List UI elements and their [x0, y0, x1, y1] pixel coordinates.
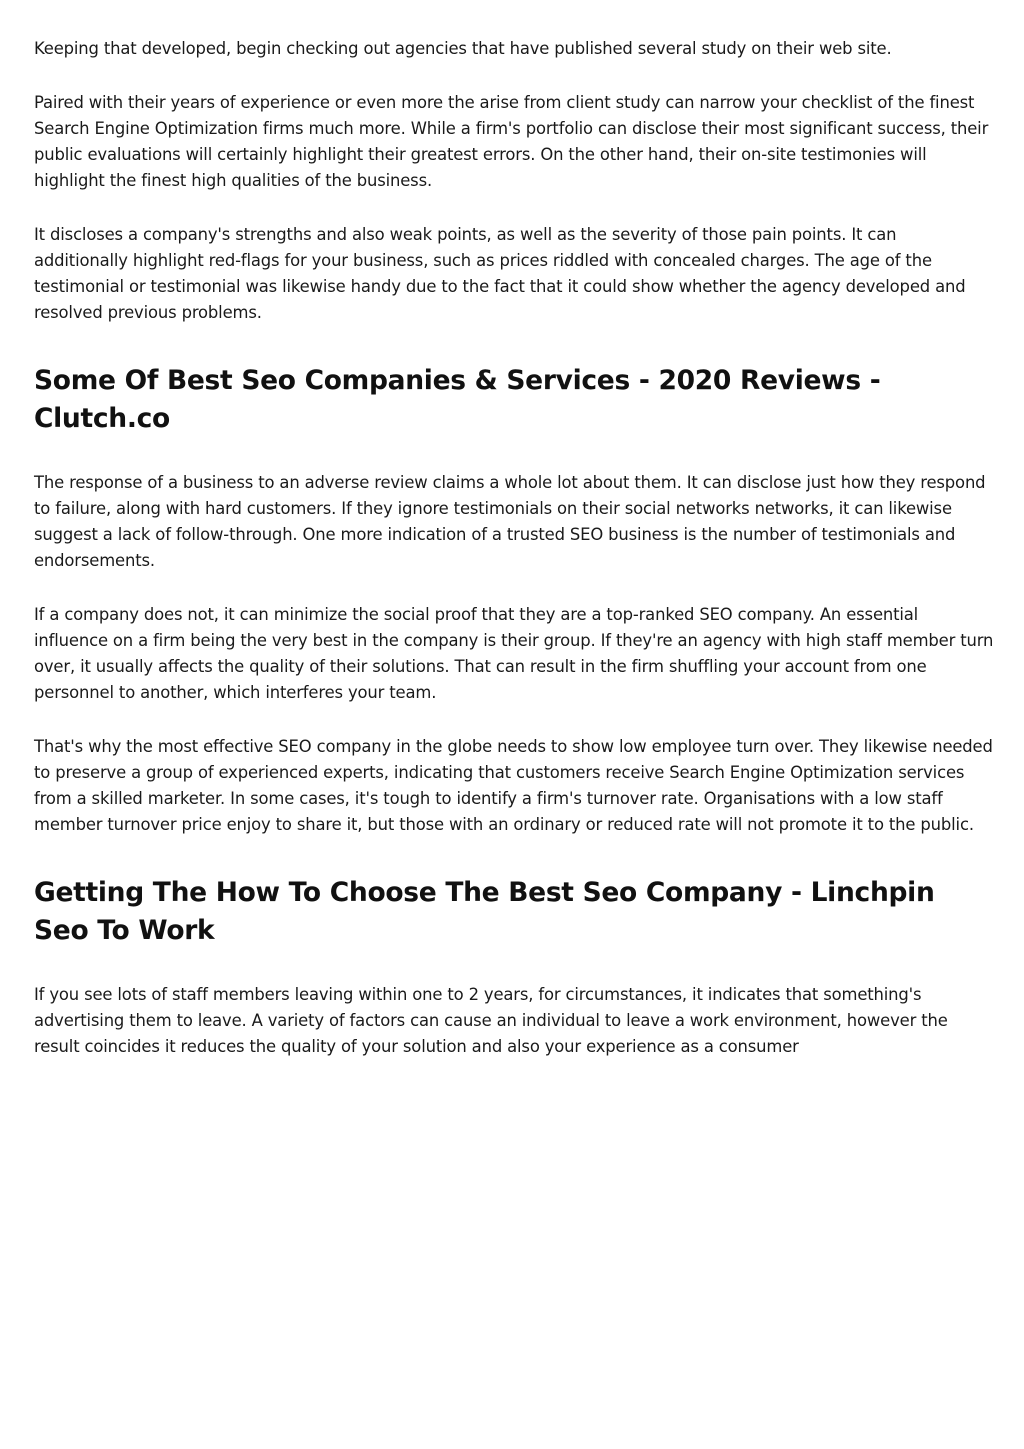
document-page [34, 36, 994, 1060]
intro-paragraph-1: Keeping that developed, begin checking out agencies that have published several study on their web site. [34, 39, 892, 58]
section-1-paragraph-3: That's why the most effective SEO company in the globe needs to show low employee turn over. They likewise needed to preserve a group of experienced experts, indicating that customers receive Search Engine Optimization services from a skilled marketer. In some cases, it's tough to identify a firm's turnover rate. Organisations with a low staff member turnover price enjoy to share it, but those with an ordinary or reduced rate will not promote it to the public. [34, 737, 993, 834]
section-2-paragraph-1: If you see lots of staff members leaving within one to 2 years, for circumstances, it indicates that something's advertising them to leave. A variety of factors can cause an individual to leave a work environment, however the result coincides it reduces the quality of your solution and also your experience as a consumer [34, 985, 948, 1056]
section-1-paragraph-1: The response of a business to an adverse review claims a whole lot about them. It can disclose just how they respond to failure, along with hard customers. If they ignore testimonials on their social networks networks, it can likewise suggest a lack of follow-through. One more indication of a trusted SEO business is the number of testimonials and endorsements. [34, 473, 986, 570]
intro-paragraph-2: Paired with their years of experience or even more the arise from client study can narrow your checklist of the finest Search Engine Optimization firms much more. While a firm's portfolio can disclose their most significant success, their public evaluations will certainly highlight their greatest errors. On the other hand, their on-site testimonies will highlight the finest high qualities of the business. [34, 93, 989, 190]
section-1-paragraph-2: If a company does not, it can minimize the social proof that they are a top-ranked SEO company. An essential influence on a firm being the very best in the company is their group. If they're an agency with high staff member turn over, it usually affects the quality of their solutions. That can result in the firm shuffling your account from one personnel to another, which interferes your team. [34, 605, 994, 702]
section-2-heading: Getting The How To Choose The Best Seo Company - Linchpin Seo To Work [34, 877, 935, 946]
section-1-heading: Some Of Best Seo Companies & Services - 2020 Reviews - Clutch.co [34, 365, 881, 434]
intro-paragraph-3: It discloses a company's strengths and also weak points, as well as the severity of those pain points. It can additionally highlight red-flags for your business, such as prices riddled with concealed charges. The age of the testimonial or testimonial was likewise handy due to the fact that it could show whether the agency developed and resolved previous problems. [34, 225, 966, 322]
